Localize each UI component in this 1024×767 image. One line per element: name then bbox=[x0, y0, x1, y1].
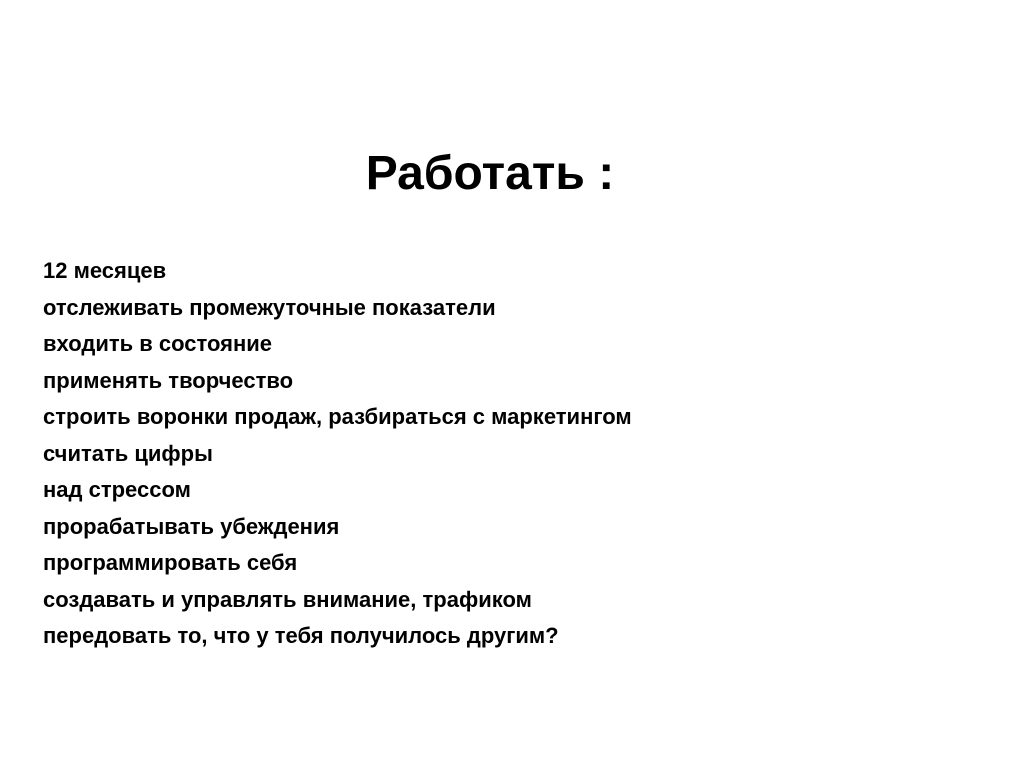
bullet-list bbox=[43, 253, 632, 655]
list-item: строить воронки продаж, разбираться с маркетингом bbox=[43, 404, 632, 429]
slide-title: Работать : bbox=[365, 147, 615, 200]
list-item: прорабатывать убеждения bbox=[43, 513, 340, 539]
list-item: 12 месяцев bbox=[43, 258, 167, 283]
list-item: над стрессом bbox=[43, 477, 191, 502]
list-item: создавать и управлять внимание, трафиком bbox=[43, 586, 532, 612]
list-item: применять творчество bbox=[43, 367, 294, 393]
list-item: передовать то, что у тебя получилось другим? bbox=[43, 623, 559, 648]
list-item: входить в состояние bbox=[43, 331, 273, 356]
list-item: считать цифры bbox=[43, 440, 213, 466]
list-item: отслеживать промежуточные показатели bbox=[43, 294, 496, 320]
list-item: программировать себя bbox=[43, 550, 298, 575]
